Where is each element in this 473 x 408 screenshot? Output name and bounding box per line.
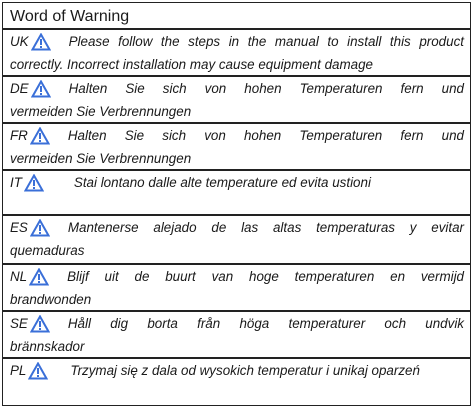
warning-row-pl (2, 358, 471, 406)
language-code: UK (10, 34, 29, 49)
warning-text: Halten Sie sich von hohen Temperaturen fern und (67, 128, 464, 143)
warning-row-nl (2, 264, 471, 311)
warning-text-continued: quemaduras (10, 243, 85, 258)
warning-row-se (2, 311, 471, 358)
warning-triangle-icon (29, 268, 49, 286)
warning-triangle-icon (24, 174, 44, 192)
warning-row-uk (2, 29, 471, 76)
language-code: IT (10, 175, 22, 190)
warning-text: Please follow the steps in the manual to install this product (68, 34, 464, 49)
warning-text-continued: brännskador (10, 339, 85, 354)
warning-text-continued: brandwonden (10, 292, 92, 307)
warning-text-continued: correctly. Incorrect installation may cause equipment damage (10, 57, 373, 72)
warning-text-continued: vermeiden Sie Verbrennungen (10, 151, 192, 166)
warning-triangle-icon (31, 80, 51, 98)
language-code: PL (10, 363, 27, 378)
warning-row-fr (2, 123, 471, 170)
language-code: SE (10, 316, 28, 331)
warning-triangle-icon (30, 315, 50, 333)
language-code: FR (10, 128, 28, 143)
warning-text: Stai lontano dalle alte temperature ed evita ustioni (73, 175, 371, 190)
warning-text: Trzymaj się z dala od wysokich temperatur i unikaj oparzeń (70, 363, 420, 378)
page-title: Word of Warning (10, 8, 130, 25)
warning-triangle-icon (28, 362, 48, 380)
warning-row-it (2, 170, 471, 215)
warning-row-de (2, 76, 471, 123)
warning-triangle-icon (31, 33, 51, 51)
warning-triangle-icon (30, 127, 50, 145)
table-header (2, 2, 471, 29)
warning-row-es (2, 215, 471, 264)
warning-triangle-icon (30, 219, 50, 237)
language-code: ES (10, 220, 28, 235)
language-code: DE (10, 81, 29, 96)
language-code: NL (10, 269, 28, 284)
warning-text: Håll dig borta från höga temperaturer och undvik (67, 316, 464, 331)
warning-text-continued: vermeiden Sie Verbrennungen (10, 104, 192, 119)
warning-text: Mantenerse alejado de las altas temperaturas y evitar (67, 220, 464, 235)
warning-text: Blijf uit de buurt van hoge temperaturen en vermijd (67, 269, 464, 284)
warning-text: Halten Sie sich von hohen Temperaturen fern und (68, 81, 464, 96)
